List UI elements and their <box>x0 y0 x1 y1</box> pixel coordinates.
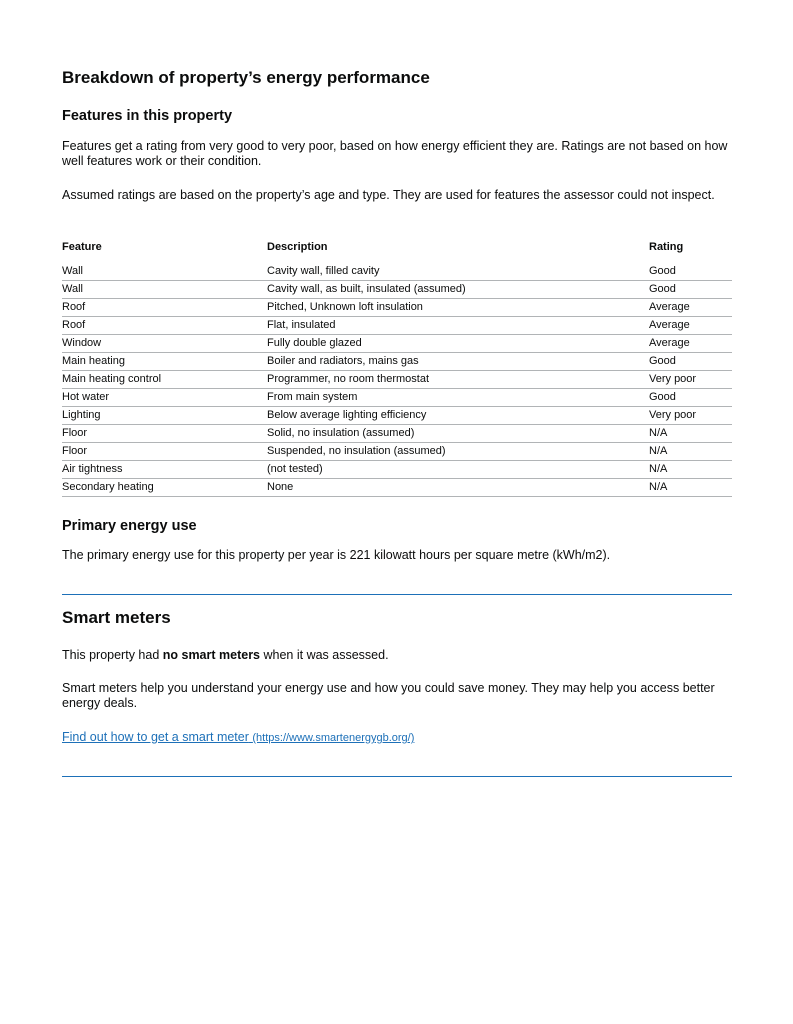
features-table <box>62 241 732 497</box>
table-row <box>62 479 732 497</box>
cell-feature: Roof <box>62 317 267 335</box>
features-intro-assumed: Assumed ratings are based on the property’s age and type. They are used for features the assessor could not inspect. <box>62 188 715 202</box>
table-row <box>62 407 732 425</box>
table-row <box>62 263 732 281</box>
smart-meter-link-text: Find out how to get a smart meter <box>62 730 249 744</box>
table-row <box>62 389 732 407</box>
cell-rating: Very poor <box>649 407 732 425</box>
section-divider <box>62 594 732 595</box>
smart-meters-status <box>62 648 732 663</box>
cell-description: From main system <box>267 389 649 407</box>
cell-description: Boiler and radiators, mains gas <box>267 353 649 371</box>
table-header-row <box>62 241 732 263</box>
cell-description: Cavity wall, filled cavity <box>267 263 649 281</box>
table-row <box>62 281 732 299</box>
header-rating: Rating <box>649 241 684 253</box>
cell-description: Solid, no insulation (assumed) <box>267 425 649 443</box>
cell-feature: Main heating control <box>62 371 267 389</box>
cell-rating: N/A <box>649 461 732 479</box>
cell-feature: Wall <box>62 263 267 281</box>
cell-rating: N/A <box>649 479 732 497</box>
primary-energy-text: The primary energy use for this property per year is 221 kilowatt hours per square metre (kWh/m2). <box>62 548 611 562</box>
cell-feature: Air tightness <box>62 461 267 479</box>
cell-rating: Average <box>649 335 732 353</box>
features-intro-ratings: Features get a rating from very good to very poor, based on how energy efficient they are. Ratings are not based on how well features work or their condition. <box>62 139 728 168</box>
cell-feature: Hot water <box>62 389 267 407</box>
cell-feature: Secondary heating <box>62 479 267 497</box>
table-row <box>62 425 732 443</box>
cell-rating: Average <box>649 299 732 317</box>
cell-description: Cavity wall, as built, insulated (assumed) <box>267 281 649 299</box>
table-row <box>62 443 732 461</box>
cell-description: (not tested) <box>267 461 649 479</box>
smart-meters-info: Smart meters help you understand your energy use and how you could save money. They may help you access better energy deals. <box>62 681 715 710</box>
cell-description: Flat, insulated <box>267 317 649 335</box>
cell-feature: Window <box>62 335 267 353</box>
cell-rating: Good <box>649 353 732 371</box>
cell-description: Pitched, Unknown loft insulation <box>267 299 649 317</box>
cell-rating: Very poor <box>649 371 732 389</box>
cell-description: Suspended, no insulation (assumed) <box>267 443 649 461</box>
cell-description: Below average lighting efficiency <box>267 407 649 425</box>
cell-feature: Roof <box>62 299 267 317</box>
cell-feature: Floor <box>62 425 267 443</box>
smart-meter-link-line <box>62 730 414 746</box>
status-bold: no smart meters <box>162 648 261 662</box>
section-divider-bottom <box>62 776 732 777</box>
table-row <box>62 317 732 335</box>
smart-meters-heading: Smart meters <box>62 608 171 627</box>
table-row <box>62 371 732 389</box>
cell-rating: Average <box>649 317 732 335</box>
page-title: Breakdown of property’s energy performance <box>62 68 430 87</box>
cell-description: Programmer, no room thermostat <box>267 371 649 389</box>
smart-meter-link-url: (https://www.smartenergygb.org/) <box>252 732 415 744</box>
cell-description: Fully double glazed <box>267 335 649 353</box>
table-row <box>62 299 732 317</box>
cell-feature: Lighting <box>62 407 267 425</box>
table-row <box>62 461 732 479</box>
cell-feature: Floor <box>62 443 267 461</box>
features-heading: Features in this property <box>62 108 233 124</box>
cell-rating: N/A <box>649 425 732 443</box>
header-feature: Feature <box>62 241 102 253</box>
cell-rating: Good <box>649 263 732 281</box>
header-description: Description <box>267 241 328 253</box>
status-prefix: This property had <box>62 648 163 662</box>
cell-rating: Good <box>649 389 732 407</box>
cell-feature: Wall <box>62 281 267 299</box>
smart-meter-link[interactable] <box>62 730 414 744</box>
cell-rating: Good <box>649 281 732 299</box>
cell-description: None <box>267 479 649 497</box>
table-row <box>62 335 732 353</box>
cell-rating: N/A <box>649 443 732 461</box>
features-table-body <box>62 263 732 497</box>
table-row <box>62 353 732 371</box>
cell-feature: Main heating <box>62 353 267 371</box>
status-suffix: when it was assessed. <box>260 648 389 662</box>
primary-energy-heading: Primary energy use <box>62 518 197 534</box>
